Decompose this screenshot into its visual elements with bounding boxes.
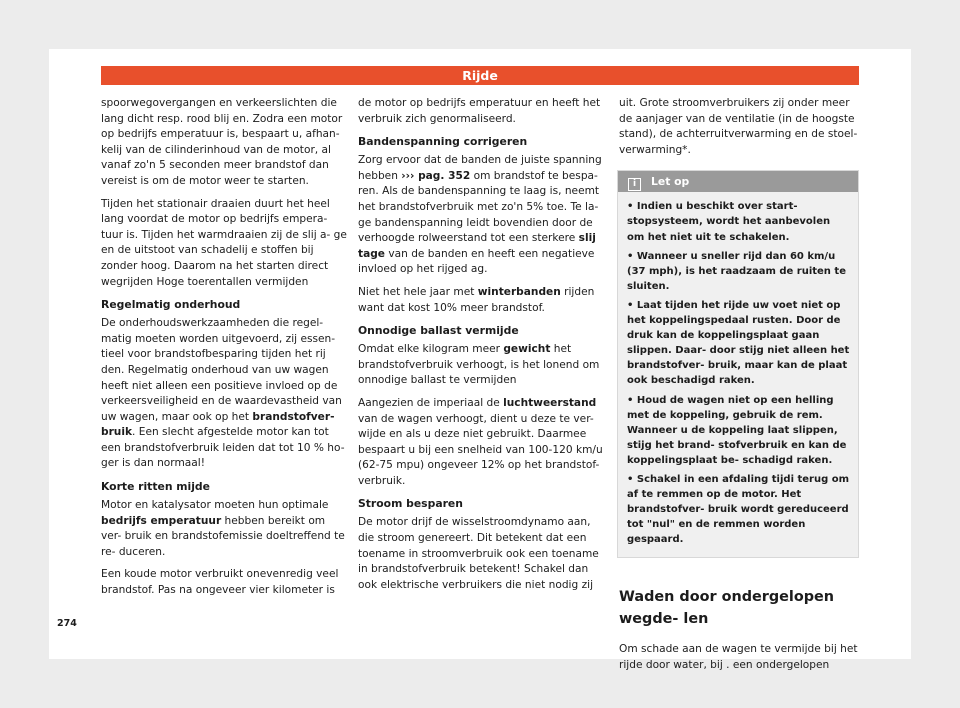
heading-bandenspanning: Bandenspanning corrigeren [358, 135, 528, 149]
note-title: Let op [651, 175, 690, 189]
column-2 [358, 96, 604, 600]
text: Omdat elke kilogram meer [358, 343, 504, 356]
paragraph: De motor drijf de wisselstroomdynamo aan, die stroom genereert. Dit betekent dat een toename in stroomverbruik ook een toename in brandstofverbruik betekent! Schakel dan ook elektrische verbruikers die niet nodig zij [358, 516, 599, 591]
text: De onderhoudswerkzaamheden die regel- matig moeten worden uitgevoerd, zij essen- tieel voor brandstofbesparing tijden het rij den. Regelmatig onderhoud van uw wagen heeft niet alleen een positieve invloed op de verkeersveiligheid en de waardevastheid van uw wagen, maar ook op het [101, 317, 342, 423]
heading-regelmatig-onderhoud: Regelmatig onderhoud [101, 298, 241, 312]
keyword: bedrijfs emperatuur [101, 514, 222, 527]
section-title-waden: Waden door ondergelopen wegde- len [619, 589, 835, 628]
heading-korte-ritten: Korte ritten mijde [101, 480, 210, 494]
heading-onnodige-ballast: Onnodige ballast vermijde [358, 324, 519, 338]
heading-stroom-besparen: Stroom besparen [358, 497, 463, 511]
paragraph [358, 285, 604, 316]
note-list [618, 192, 858, 557]
text: van de wagen verhoogt, dient u deze te ver- wijde en als u deze niet gebruikt. Daarmee bespaart u bij een snelheid van 100-120 km/u (62-75 mpu) ongeveer 12% op het brandstof- verbruik. [358, 412, 603, 487]
text: hebben bereikt om ver- bruik en brandstofemissie doeltreffend te re- duceren. [101, 514, 345, 558]
info-icon: i [628, 178, 641, 191]
bullet: • [627, 473, 634, 485]
list-item [627, 393, 850, 468]
paragraph: de motor op bedrijfs emperatuur en heeft het verbruik zich genormaliseerd. [358, 97, 601, 125]
keyword: winterbanden [477, 285, 561, 298]
paragraph: Een koude motor verbruikt onevenredig veel brandstof. Pas na ongeveer vier kilometer is [101, 568, 339, 597]
column-1 [101, 96, 347, 606]
bullet: • [627, 394, 634, 406]
page-reference-link[interactable]: ››› pag. 352 [401, 169, 471, 182]
text: van de banden en heeft een negatieve invloed op het rijged ag. [358, 247, 595, 276]
bullet: • [627, 250, 634, 262]
paragraph [358, 342, 604, 389]
text: Indien u beschikt over start-stopsysteem, wordt het aanbevolen om het niet uit te schakelen. [627, 201, 831, 243]
text: Zorg ervoor dat de banden de juiste spanning hebben [358, 154, 602, 182]
list-item [627, 298, 850, 389]
list-item [627, 472, 850, 547]
text: rijden want dat kost 10% meer brandstof. [358, 285, 595, 314]
text: Laat tijden het rijde uw voet niet op het koppelingspedaal rusten. Door de druk kan de koppelingsplaat gaan slippen. Daar- door stijg niet alleen het brandstofver- bruik, maar kan de plaat ook beschadigd raken. [627, 299, 850, 387]
bullet: • [627, 299, 634, 311]
list-item [627, 249, 850, 294]
keyword: slij tage [358, 232, 596, 260]
text: Schakel in een afdaling tijdi terug om af te remmen op de motor. Het brandstofver- bruik wordt gereduceerd tot "nul" en de remmen worden gespaard. [627, 473, 850, 546]
text: Wanneer u sneller rijd dan 60 km/u (37 mph), is het raadzaam de ruiten te sluiten. [627, 250, 846, 292]
keyword: brandstofver- bruik [101, 410, 335, 439]
list-item [627, 199, 850, 244]
text: om brandstof te bespa- ren. Als de bandenspanning te laag is, neemt het brandstofverbruik met zo'n 5% toe. Te la- ge bandenspanning leidt bovendien door de verhoogde rolweerstand tot een sterkere [358, 169, 600, 245]
keyword: luchtweerstand [503, 396, 597, 409]
keyword: gewicht [503, 343, 551, 356]
paragraph [358, 396, 604, 490]
text: . Een slecht afgestelde motor kan tot een brandstofverbruik leiden dat tot 10 % ho- ger is dan normaal! [101, 426, 345, 470]
bullet: • [627, 201, 634, 213]
text: Aangezien de imperiaal de [358, 396, 504, 409]
paragraph: spoorwegovergangen en verkeerslichten die lang dicht resp. rood blij en. Zodra een motor op bedrijfs emperatuur is, bespaart u, afhan- kelij van de cilinderinhoud van de motor, al vanaf zo'n 5 seconden meer brandstof dan vereist is om de motor weer te starten. [101, 97, 343, 187]
column-3 [619, 96, 859, 681]
paragraph [101, 316, 347, 472]
text: Houd de wagen niet op een helling met de koppeling, gebruik de rem. Wanneer u de koppeling laat slippen, stijg het brand- stofverbruik en kan de koppelingsplaat be- schadigd raken. [627, 394, 847, 466]
text: het brandstofverbruik verhoogt, is het lonend om onnodige ballast te vermijden [358, 343, 600, 387]
caution-note-box [617, 170, 859, 558]
text: Motor en katalysator moeten hun optimale [101, 499, 329, 512]
paragraph: Om schade aan de wagen te vermijde bij het rijde door water, bij . een ondergelopen [619, 643, 858, 672]
paragraph: Tijden het stationair draaien duurt het heel lang voordat de motor op bedrijfs empera- tuur is. Tijden het warmdraaien zij de slij a- ge en de uitstoot van schadelij e stoffen bij zonder hoog. Daarom na het starten direct wegrijden Hoge toerentallen vermijden [101, 197, 347, 288]
paragraph: uit. Grote stroomverbruikers zij onder meer de aanjager van de ventilatie (in de hoogste stand), de achterruitverwarming en de stoel- verwarming*. [619, 97, 858, 156]
text: Niet het hele jaar met [358, 285, 478, 298]
note-header [618, 171, 858, 192]
paragraph [101, 498, 347, 560]
paragraph [358, 153, 604, 278]
chapter-header: Rijde [101, 66, 859, 85]
page-number: 274 [57, 618, 77, 629]
